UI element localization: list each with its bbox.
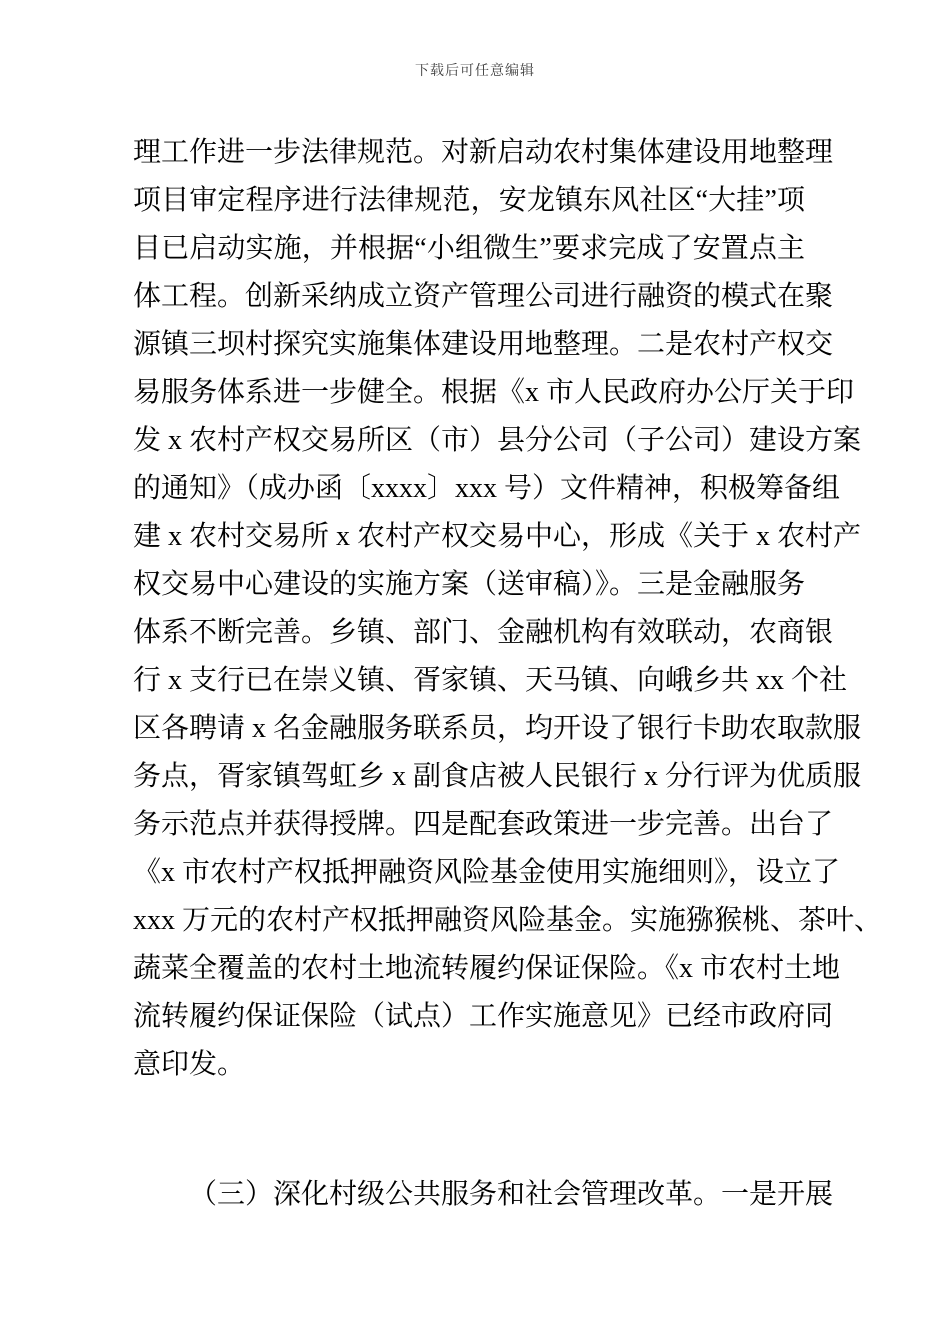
document-line: 源镇三坝村探究实施集体建设用地整理。二是农村产权交	[133, 329, 834, 360]
document-line: 行 x 支行已在崇义镇、胥家镇、天马镇、向峨乡共 xx 个社	[133, 665, 848, 696]
document-line: 体工程。创新采纳成立资产管理公司进行融资的模式在聚	[133, 281, 834, 312]
document-line: 建 x 农村交易所 x 农村产权交易中心，形成《关于 x 农村产	[133, 521, 862, 552]
document-line: 易服务体系进一步健全。根据《x 市人民政府办公厅关于印	[133, 377, 855, 408]
document-line: 务点，胥家镇驾虹乡 x 副食店被人民银行 x 分行评为优质服	[133, 761, 862, 792]
document-line: xxx 万元的农村产权抵押融资风险基金。实施猕猴桃、茶叶、	[133, 905, 883, 936]
document-line: 蔬菜全覆盖的农村土地流转履约保证保险。《x 市农村土地	[133, 953, 841, 984]
document-line: 意印发。	[133, 1049, 246, 1080]
section-heading-line: （三）深化村级公共服务和社会管理改革。一是开展	[189, 1179, 834, 1210]
document-line: 的通知》（成办函〔xxxx〕xxx 号）文件精神，积极筹备组	[133, 473, 841, 504]
document-line: 发 x 农村产权交易所区（市）县分公司（子公司）建设方案	[133, 425, 862, 456]
document-line: 流转履约保证保险（试点）工作实施意见》已经市政府同	[133, 1001, 834, 1032]
document-line: 区各聘请 x 名金融服务联系员，均开设了银行卡助农取款服	[133, 713, 862, 744]
document-line: 权交易中心建设的实施方案（送审稿）》。三是金融服务	[133, 569, 806, 600]
document-line: 务示范点并获得授牌。四是配套政策进一步完善。出台了	[133, 809, 834, 840]
page-header-note: 下载后可任意编辑	[415, 64, 535, 79]
document-line: 目已启动实施，并根据“小组微生”要求完成了安置点主	[133, 233, 805, 264]
document-line: 体系不断完善。乡镇、部门、金融机构有效联动，农商银	[133, 617, 834, 648]
document-line: 《x 市农村产权抵押融资风险基金使用实施细则》，设立了	[133, 857, 841, 888]
document-line: 项目审定程序进行法律规范，安龙镇东风社区“大挂”项	[133, 185, 805, 216]
document-body	[133, 129, 883, 1219]
document-line: 理工作进一步法律规范。对新启动农村集体建设用地整理	[133, 137, 834, 168]
